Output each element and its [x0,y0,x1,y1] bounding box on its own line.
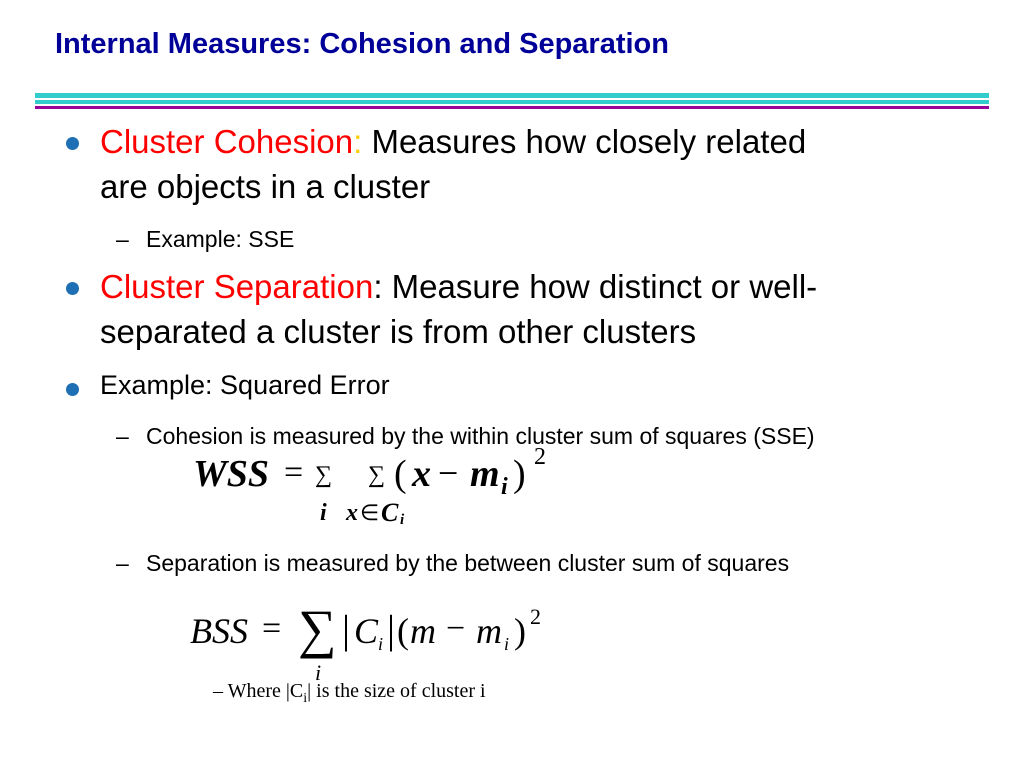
cohesion-colon: : [353,123,363,160]
bullet-squared-error: Example: Squared Error [100,370,390,400]
sub-bullet-separation-measured: – Separation is measured by the between cluster sum of squares [116,550,790,576]
slide-title: Internal Measures: Cohesion and Separation [55,28,669,60]
bullet-dot [66,282,79,295]
separation-term: Cluster Separation [100,268,374,305]
bullet-dot [66,137,79,150]
title-rule-purple [35,106,989,109]
separation-desc-2: separated a cluster is from other clusters [100,313,697,350]
sub-bullet-cohesion-measured: – Cohesion is measured by the within cluster sum of squares (SSE) [116,423,815,449]
title-rule-cyan-bottom [35,100,989,104]
bullet-dot [66,383,79,396]
bullet-separation [100,264,980,354]
sub-bullet-example-sse: – Example: SSE [116,226,295,252]
cohesion-desc-1: Measures how closely related [362,123,807,160]
bullet-cohesion [100,119,980,209]
separation-desc-1: : Measure how distinct or well- [373,268,818,305]
cohesion-term: Cluster Cohesion [100,123,354,160]
title-rule-cyan-top [35,93,989,98]
cohesion-desc-2: are objects in a cluster [100,168,431,205]
where-note: – Where $|C_i|$ is the size of cluster i [213,680,486,706]
